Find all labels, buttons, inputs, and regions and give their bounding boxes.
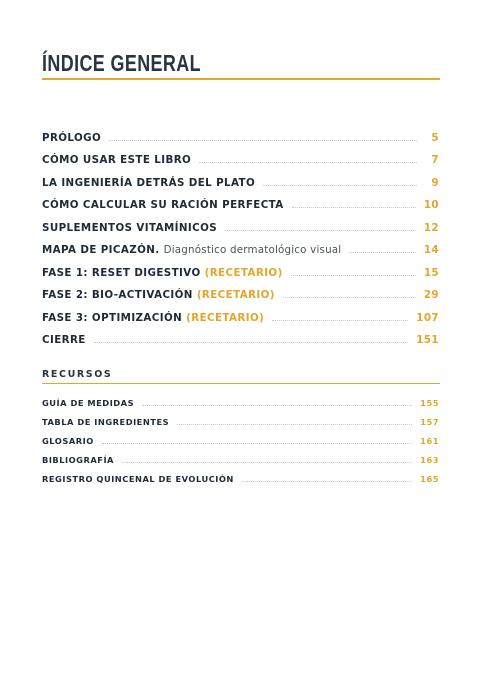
- toc-entry-page: 14: [423, 244, 439, 256]
- page-title: ÍNDICE GENERAL: [42, 50, 201, 76]
- title-divider: [42, 78, 440, 80]
- toc-entry-label: LA INGENIERÍA DETRÁS DEL PLATO: [42, 176, 256, 189]
- resource-entry[interactable]: [42, 465, 439, 484]
- toc-entry-page: 15: [423, 266, 439, 279]
- resource-entry-label: BIBLIOGRAFÍA: [42, 455, 114, 465]
- toc-entry[interactable]: [42, 189, 439, 212]
- resources-list: [42, 389, 439, 484]
- toc-entry-label: MAPA DE PICAZÓN.: [42, 244, 160, 256]
- resource-entry-page: 165: [420, 474, 439, 484]
- toc-entry-subtitle: Diagnóstico dermatológico visual: [163, 244, 342, 256]
- dot-leader: [291, 275, 416, 276]
- toc-entry[interactable]: [42, 279, 439, 302]
- toc-entry[interactable]: [42, 144, 439, 167]
- toc-entry-page: 9: [431, 176, 439, 189]
- resource-entry[interactable]: [42, 389, 439, 408]
- toc-entry-label: CÓMO USAR ESTE LIBRO: [42, 154, 192, 166]
- toc-entry[interactable]: [42, 301, 439, 324]
- toc-list: [42, 121, 439, 346]
- dot-leader: [122, 462, 412, 463]
- dot-leader: [94, 342, 409, 343]
- resource-entry-page: 163: [420, 455, 439, 465]
- dot-leader: [177, 424, 412, 425]
- resource-entry-label: REGISTRO QUINCENAL DE EVOLUCIÓN: [42, 474, 234, 484]
- toc-entry[interactable]: [42, 256, 439, 279]
- toc-entry-tag: (RECETARIO): [196, 289, 275, 301]
- resource-entry-page: 161: [420, 436, 439, 446]
- dot-leader: [263, 185, 417, 186]
- dot-leader: [292, 207, 416, 208]
- toc-entry-tag: (RECETARIO): [204, 266, 283, 279]
- toc-entry[interactable]: [42, 211, 439, 234]
- toc-entry-label: CIERRE: [42, 334, 86, 346]
- dot-leader: [142, 405, 412, 406]
- dot-leader: [102, 443, 412, 444]
- toc-entry-tag: (RECETARIO): [186, 311, 265, 324]
- toc-entry[interactable]: [42, 324, 439, 347]
- toc-entry-page: 29: [423, 289, 439, 301]
- dot-leader: [349, 252, 415, 253]
- toc-entry[interactable]: [42, 166, 439, 189]
- resource-entry-page: 157: [420, 417, 439, 427]
- toc-entry-page: 10: [423, 199, 439, 211]
- dot-leader: [225, 230, 416, 231]
- toc-entry-page: 7: [431, 154, 439, 166]
- resource-entry-label: GLOSARIO: [42, 436, 94, 446]
- resource-entry-label: TABLA DE INGREDIENTES: [42, 417, 170, 427]
- dot-leader: [242, 481, 412, 482]
- resource-entry-page: 155: [420, 398, 439, 408]
- toc-entry-label: FASE 3: OPTIMIZACIÓN: [42, 311, 183, 324]
- resource-entry[interactable]: [42, 446, 439, 465]
- dot-leader: [199, 162, 417, 163]
- dot-leader: [283, 297, 416, 298]
- resource-entry[interactable]: [42, 408, 439, 427]
- toc-entry-label: CÓMO CALCULAR SU RACIÓN PERFECTA: [42, 199, 284, 211]
- toc-entry-page: 107: [416, 311, 439, 324]
- toc-entry-label: FASE 1: RESET DIGESTIVO: [42, 266, 201, 279]
- toc-entry-label: FASE 2: BIO-ACTIVACIÓN: [42, 289, 193, 301]
- toc-entry-label: PRÓLOGO: [42, 131, 102, 144]
- toc-entry[interactable]: [42, 234, 439, 257]
- toc-entry-label: SUPLEMENTOS VITAMÍNICOS: [42, 221, 218, 234]
- toc-entry[interactable]: [42, 121, 439, 144]
- resources-heading: RECURSOS: [42, 369, 113, 380]
- resource-entry-label: GUÍA DE MEDIDAS: [42, 398, 135, 408]
- resource-entry[interactable]: [42, 427, 439, 446]
- toc-entry-page: 5: [431, 131, 439, 144]
- resources-divider: [42, 383, 440, 384]
- toc-entry-page: 151: [416, 334, 439, 346]
- dot-leader: [109, 140, 417, 141]
- toc-entry-page: 12: [423, 221, 439, 234]
- dot-leader: [272, 320, 408, 321]
